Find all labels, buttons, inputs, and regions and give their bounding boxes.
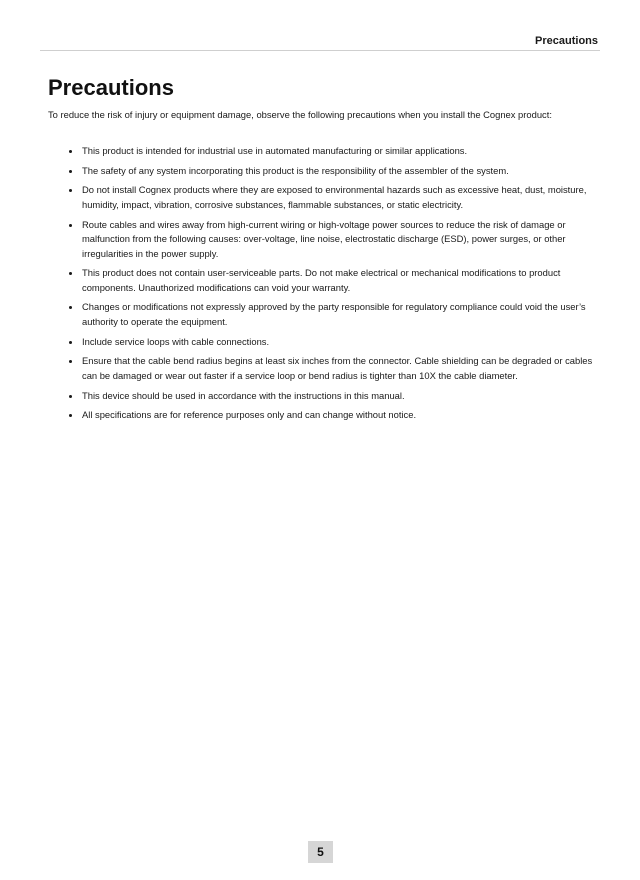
list-item-text: This device should be used in accordance with the instructions in this manual.: [82, 389, 405, 401]
list-item: [48, 408, 593, 423]
list-item: [48, 183, 593, 212]
list-item: [48, 389, 593, 404]
bullet-icon: [69, 395, 72, 398]
list-item-text: Do not install Cognex products where they are exposed to environmental hazards such as excessive heat, dust, moisture, humidity, impact, vibration, corrosive substances, flammable substances, or static electricity.: [82, 184, 587, 210]
bullet-icon: [69, 306, 72, 309]
list-item-text: Include service loops with cable connections.: [82, 335, 270, 347]
list-item-text: Changes or modifications not expressly approved by the party responsible for regulatory compliance could void the user’s authority to operate the equipment.: [82, 301, 586, 327]
list-item: [48, 218, 593, 262]
bullet-icon: [69, 360, 72, 363]
bullet-icon: [69, 170, 72, 173]
list-item-text: Route cables and wires away from high-current wiring or high-voltage power sources to reduce the risk of damage or malfunction from the following causes: over-voltage, line noise, electrostatic discharge (ESD), power surges, or other irregularities in the power supply.: [82, 218, 566, 259]
list-item: [48, 300, 593, 329]
running-header: [40, 34, 600, 51]
list-item-text: This product does not contain user-serviceable parts. Do not make electrical or mechanical modifications to product components. Unauthorized modifications can void your warranty.: [82, 267, 561, 293]
bullet-icon: [69, 189, 72, 192]
list-item: [48, 354, 593, 383]
bullet-icon: [69, 341, 72, 344]
bullet-icon: [69, 272, 72, 275]
bullet-icon: [69, 414, 72, 417]
list-item-text: Ensure that the cable bend radius begins at least six inches from the connector. Cable shielding can be degraded or cables can be damaged or wear out faster if a service loop or bend radius is tighter than 10X the cable diameter.: [82, 355, 593, 381]
list-item: [48, 164, 593, 179]
list-item: [48, 266, 593, 295]
list-item: [48, 335, 593, 350]
list-item-text: All specifications are for reference purposes only and can change without notice.: [82, 409, 417, 421]
page-number: 5: [308, 841, 333, 863]
bullet-icon: [69, 150, 72, 153]
list-item-text: The safety of any system incorporating this product is the responsibility of the assembler of the system.: [82, 164, 509, 176]
intro-paragraph: To reduce the risk of injury or equipment damage, observe the following precautions when you install the Cognex product:: [48, 109, 552, 120]
precautions-list: [48, 144, 593, 428]
running-header-title: Precautions: [535, 35, 598, 47]
bullet-icon: [69, 224, 72, 227]
list-item: [48, 144, 593, 159]
page-title: Precautions: [48, 75, 174, 100]
list-item-text: This product is intended for industrial use in automated manufacturing or similar applications.: [82, 145, 468, 156]
